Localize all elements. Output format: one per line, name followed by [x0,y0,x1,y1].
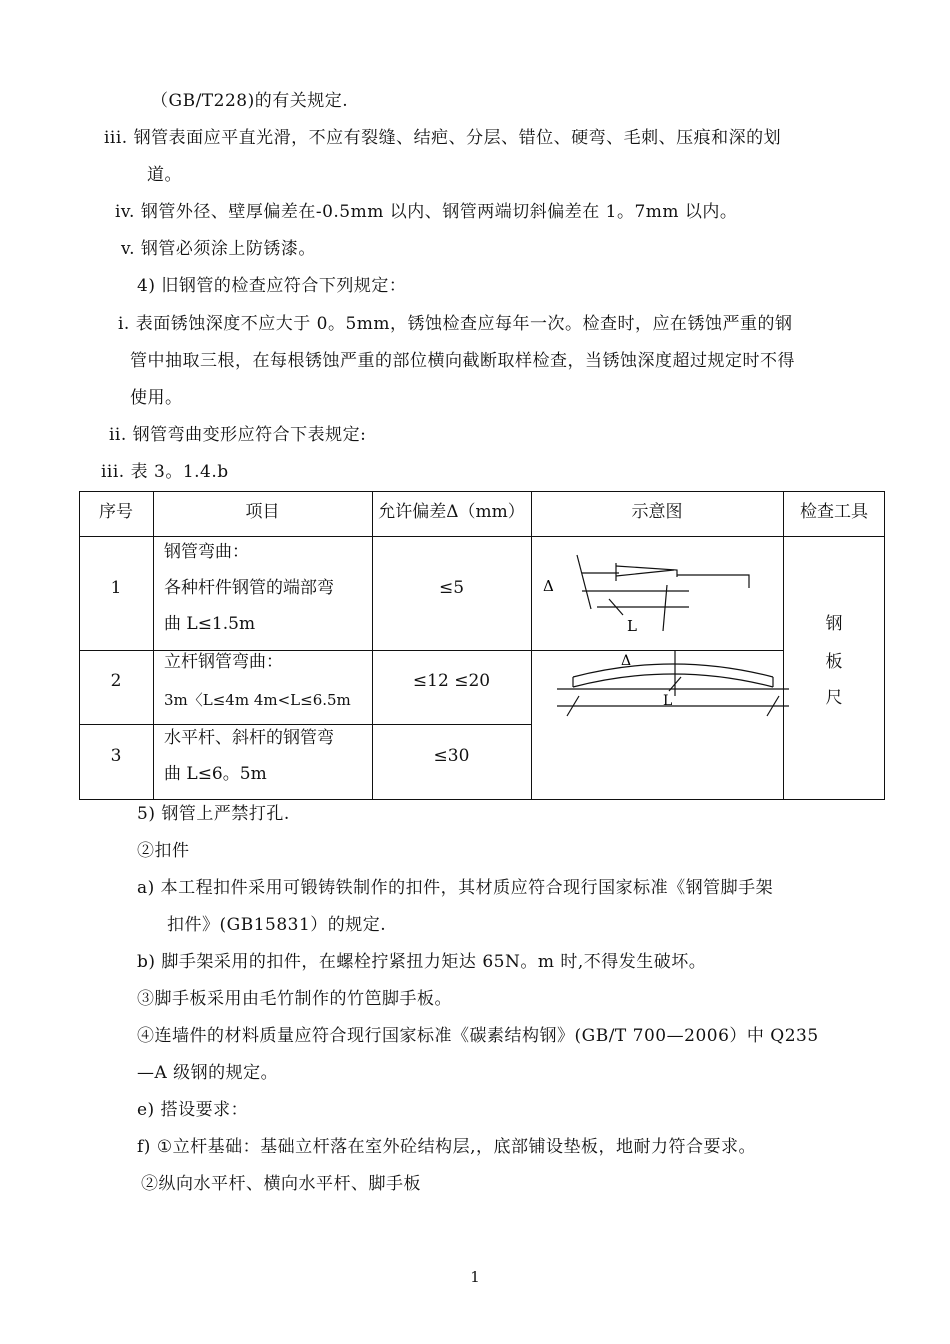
row3-tolerance: ≤30 [433,746,470,766]
header-item: 项目 [245,502,280,522]
after-line-9: e) 搭设要求： [137,1100,249,1120]
row1-no: 1 [110,578,122,598]
header-no: 序号 [99,502,133,522]
after-line-7: ④连墙件的材料质量应符合现行国家标准《碳素结构钢》(GB/T 700—2006）中 Q235 [137,1026,819,1046]
text-line-10: ii. 钢管弯曲变形应符合下表规定: [109,425,367,445]
row1-tolerance: ≤5 [438,578,465,598]
text-line-6: 4) 旧钢管的检查应符合下列规定： [137,276,407,296]
after-line-10: f) ①立杆基础：基础立杆落在室外砼结构层,，底部铺设垫板，地耐力符合要求。 [137,1137,756,1157]
after-line-1: 5) 钢管上严禁打孔. [137,804,290,824]
row2-item-line2: 3m〈L≤4m 4m<L≤6.5m [164,691,351,709]
row2-item-line1: 立杆钢管弯曲： [164,652,283,672]
row2-tolerance: ≤12 ≤20 [412,671,491,691]
tool-char-1: 钢 [825,614,843,634]
text-line-1: （GB/T228)的有关规定. [151,91,349,111]
header-tool: 检查工具 [800,502,868,522]
row3-item-line1: 水平杆、斜杆的钢管弯 [164,728,334,748]
row3-item-line2: 曲 L≤6。5m [164,764,267,784]
tool-char-3: 尺 [825,688,843,708]
after-line-5: b) 脚手架采用的扣件，在螺栓拧紧扭力矩达 65N。m 时,不得发生破坏。 [137,952,707,972]
text-line-8: 管中抽取三根，在每根锈蚀严重的部位横向截断取样检查，当锈蚀深度超过规定时不得 [130,351,795,371]
after-line-8: —A 级钢的规定。 [137,1063,279,1083]
row1-item-line3: 曲 L≤1.5m [164,614,256,634]
page-number: 1 [470,1268,480,1286]
text-line-3: 道。 [147,165,182,185]
text-line-9: 使用。 [130,388,183,408]
after-line-6: ③脚手板采用由毛竹制作的竹笆脚手板。 [137,989,452,1009]
pole-bending-diagram [557,651,789,716]
tool-char-2: 板 [825,652,843,672]
text-line-5: v. 钢管必须涂上防锈漆。 [121,239,316,259]
diagram2-delta-label: Δ [621,653,632,669]
text-line-4: iv. 钢管外径、壁厚偏差在-0.5mm 以内、钢管两端切斜偏差在 1。7mm 以内。 [115,202,738,222]
header-tolerance: 允许偏差Δ（mm） [378,502,525,522]
row1-item-line2: 各种杆件钢管的端部弯 [164,578,334,598]
after-line-2: ②扣件 [137,841,190,861]
row2-no: 2 [110,671,122,691]
steel-pipe-bending-table [79,491,885,800]
text-line-7: i. 表面锈蚀深度不应大于 0。5mm，锈蚀检查应每年一次。检查时，应在锈蚀严重的钢 [118,314,793,334]
after-line-3: a) 本工程扣件采用可锻铸铁制作的扣件，其材质应符合现行国家标准《钢管脚手架 [137,878,774,898]
end-bending-diagram [577,555,749,631]
header-diagram: 示意图 [631,502,683,522]
diagram1-delta-label: Δ [543,577,554,595]
after-line-11: ②纵向水平杆、横向水平杆、脚手板 [141,1174,421,1194]
row3-no: 3 [110,746,122,766]
text-line-2: iii. 钢管表面应平直光滑，不应有裂缝、结疤、分层、错位、硬弯、毛刺、压痕和深的划 [104,128,782,148]
row1-item-line1: 钢管弯曲： [164,542,249,562]
table-caption: iii. 表 3。1.4.b [101,462,229,482]
after-line-4: 扣件》(GB15831）的规定. [167,915,387,935]
diagram1-length-label: L [627,617,637,635]
diagram2-length-label: L [663,693,673,709]
